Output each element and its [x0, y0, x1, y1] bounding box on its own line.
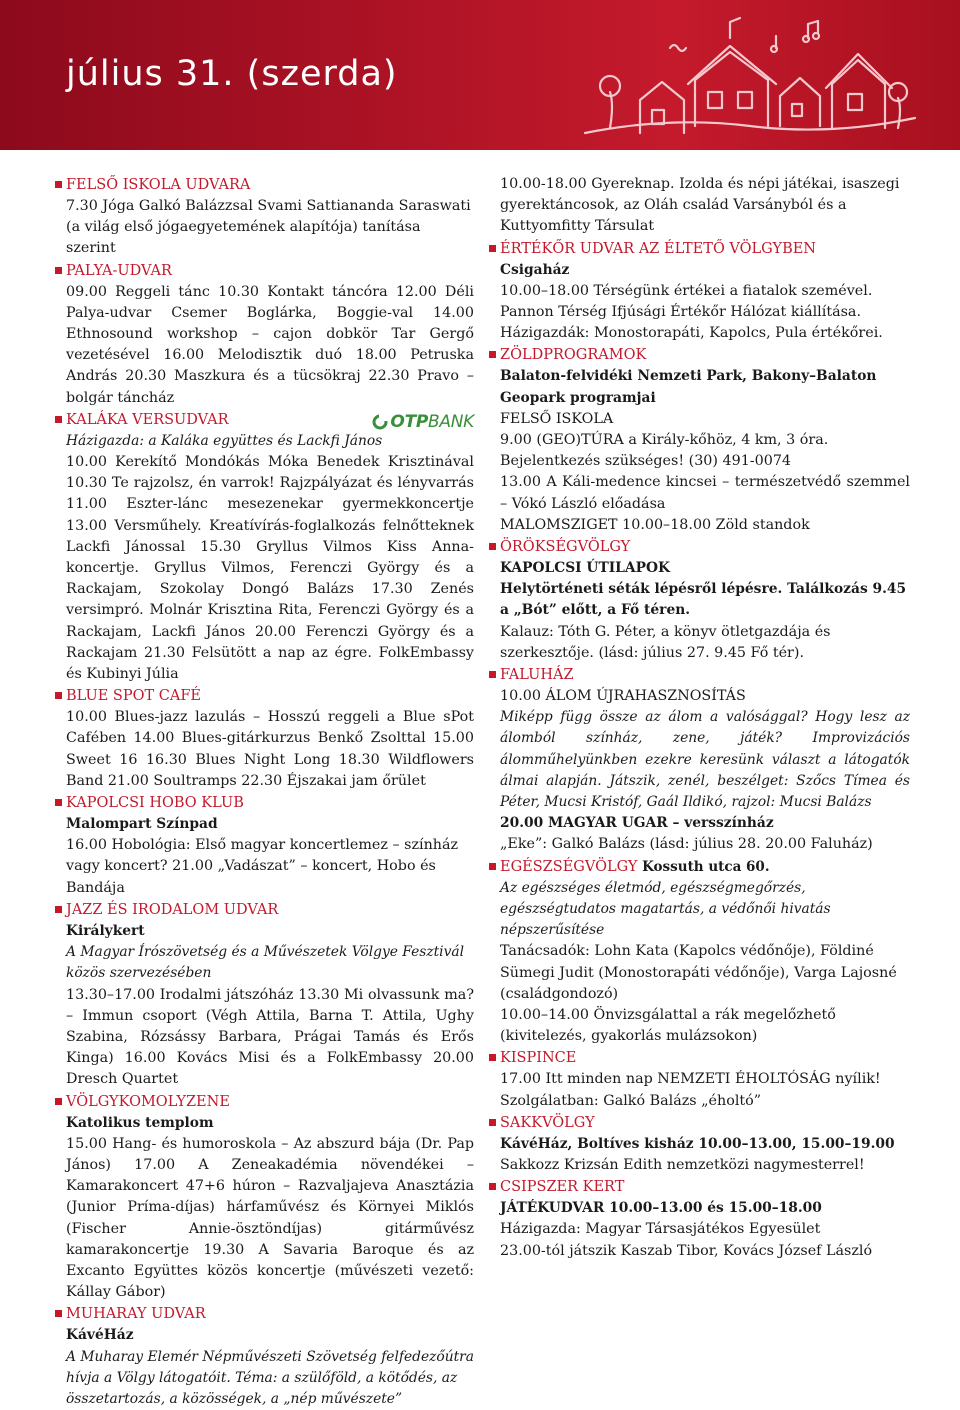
subheading: KAPOLCSI ÚTILAPOK: [500, 560, 670, 577]
program-text: FELSŐ ISKOLA: [500, 410, 614, 427]
subheading: Csigaház: [500, 261, 570, 278]
program-text: Házigazda: Magyar Társasjátékos Egyesület: [500, 1221, 821, 1238]
subheading: Katolikus templom: [66, 1114, 214, 1131]
subheading: 20.00 MAGYAR UGAR – versszínház: [500, 815, 774, 832]
venue-name: MUHARAY UDVAR: [66, 1306, 206, 1323]
venue-name: BLUE SPOT CAFÉ: [66, 688, 201, 705]
program-text: Sakkozz Krizsán Edith nemzetközi nagymesterrel!: [500, 1156, 865, 1173]
venue-name: KAPOLCSI HOBO KLUB: [66, 795, 244, 812]
program-text: 09.00 Reggeli tánc 10.30 Kontakt táncóra 12.00 Déli Palya-udvar Csemer Boglárka, Boggie-val 14.00 Ethnosound workshop – cajon dobkör Tar Gergő vezetésével 16.00 Melodisztik duó 18.00 Petruska András 20.30 Maszkura és a tücsökraj 22.30 Pravo – bolgár táncház: [66, 283, 474, 406]
village-illustration-icon: [580, 8, 920, 143]
venue-name: PALYA-UDVAR: [66, 262, 172, 279]
venue-name: JAZZ ÉS IRODALOM UDVAR: [66, 901, 279, 918]
venue-heading: [66, 1091, 474, 1113]
subheading: Malompart Színpad: [66, 816, 218, 833]
venue-name: ZÖLDPROGRAMOK: [500, 347, 647, 364]
program-text: „Eke”: Galkó Balázs (lásd: július 28. 20.00 Faluház): [500, 836, 873, 853]
program-text: 10.00 Kerekítő Mondókás Móka Benedek Krisztinával 10.30 Te rajzolsz, én varrok! Rajzpályázat és lényvarrás 11.00 Eszter-lánc mesezenekar gyermekkoncertje 13.00 Versműhely. Kreatívírás-foglalkozás felnőtteknek Lackfi Jánossal 15.30 Gryllus Vilmos Kiss Anna-koncertje. Gryllus Vilmos, Ferenczi György és a Rackajam, Szokolay Dongó Balázs 17.30 Zenés versimpró. Molnár Krisztina Rita, Ferenczi György és a Rackajam, Lackfi János 20.00 Ferenczi György és a Rackajam 21.30 Felsütött a nap az égre. FolkEmbassy és Kubinyi Júlia: [66, 454, 474, 683]
italic-note: A Muharay Elemér Népművészeti Szövetség felfedezőútra hívja a Völgy látogatóit. Téma: a szülőföld, a kötődés, az összetartozás, a közösségek, a „nép művészete”: [66, 1348, 474, 1407]
venue-heading: [66, 174, 474, 196]
venue-heading: [66, 685, 474, 707]
italic-note: Az egészséges életmód, egészségmegőrzés, egészségtudatos magatartás, a védőnői hivatás népszerűsítése: [500, 879, 831, 939]
venue-name: FALUHÁZ: [500, 667, 574, 684]
venue-name: FELSŐ ISKOLA UDVARA: [66, 177, 251, 193]
italic-note: Házigazda: a Kaláka együttes és Lackfi János: [66, 432, 383, 449]
venue-name: KALÁKA VERSUDVAR: [66, 411, 229, 428]
otpbank-logo: [372, 411, 474, 433]
program-text: 17.00 Itt minden nap NEMZETI ÉHOLTÓSÁG nyílik! Szolgálatban: Galkó Balázs „éholtó”: [500, 1071, 881, 1109]
venue-heading: [500, 856, 910, 878]
venue-heading: [500, 1047, 910, 1069]
subheading: KávéHáz, Boltíves kisház 10.00–13.00, 15.00–19.00: [500, 1135, 895, 1152]
page-header: [0, 0, 960, 150]
program-text: 16.00 Hobológia: Első magyar koncertlemez – színház vagy koncert? 21.00 „Vadászat” – koncert, Hobo és Bandája: [66, 837, 459, 896]
venue-heading: [66, 260, 474, 282]
venue-name: CSIPSZER KERT: [500, 1179, 625, 1196]
italic-note: A Magyar Írószövetség és a Művészetek Völgye Fesztivál közös szervezésében: [66, 944, 465, 982]
otpbank-logo-light: BANK: [428, 411, 474, 432]
subheading: Királykert: [66, 922, 145, 939]
subheading: Helytörténeti séták lépésről lépésre. Találkozás 9.45 a „Bót” előtt, a Fő téren.: [500, 581, 907, 619]
program-text: 10.00-18.00 Gyereknap. Izolda és népi játékai, isaszegi gyerektáncosok, az Oláh család Varsányból és a Kuttyomfitty Társulat: [500, 176, 900, 235]
venue-address: Kossuth utca 60.: [642, 858, 770, 875]
program-text: Kalauz: Tóth G. Péter, a könyv ötletgazdája és szerkesztője. (lásd: július 27. 9.45 Fő tér).: [500, 623, 831, 661]
venue-heading: [66, 792, 474, 814]
venue-heading: [500, 344, 910, 366]
program-text: 13.30–17.00 Irodalmi játszóház 13.30 Mi olvassunk ma? – Immun csoport (Végh Attila, Barna T. Attila, Ughy Szabina, Rózsássy Barbara, Prágai Tamás és Erős Kinga) 16.00 Kovács Misi és a FolkEmbassy 20.00 Dresch Quartet: [66, 986, 474, 1088]
otp-logo-icon: [372, 414, 388, 430]
program-text: 10.00–18.00 Térségünk értékei a fiatalok szemével. Pannon Térség Ifjúsági Értékőr Hálózat kiállítása. Házigazdák: Monostorapáti, Kapolcs, Pula értékőrei.: [500, 282, 883, 342]
italic-note: Miképp függ össze az álom a valósággal? Hogy lesz az álomból színház, zene, játék? Improvizációs álomműhelyünkben ezekre keresünk választ a látogatók álmai alapján. Játszik, zenél, beszélget: Szőcs Tímea és Péter, Mucsi Kristóf, Gaál Ildikó, rajzol: Mucsi Balázs: [500, 709, 910, 811]
venue-heading: [500, 1176, 910, 1198]
program-text: 10.00 Blues-jazz lazulás – Hosszú reggeli a Blue sPot Cafében 14.00 Blues-gitárkurzus Benkő Zsolttal 15.00 Sweet 16 16.30 Blues Night Long 18.30 Wildflowers Band 21.00 Soultramps 22.30 Éjszakai jam őrület: [66, 709, 474, 789]
program-text: 7.30 Jóga Galkó Balázzsal Svami Sattiananda Saraswati (a világ első jógaegyetemének alapítója) tanítása szerint: [66, 198, 471, 257]
left-column: [66, 174, 474, 1410]
subheading: KávéHáz: [66, 1327, 134, 1344]
venue-heading: [500, 664, 910, 686]
program-text: 10.00–14.00 Önvizsgálattal a rák megelőzhető (kivitelezés, gyakorlás mulázsokon): [500, 1006, 836, 1045]
subheading: Balaton-felvidéki Nemzeti Park, Bakony–Balaton Geopark programjai: [500, 368, 877, 406]
venue-name: KISPINCE: [500, 1050, 577, 1067]
program-text: 9.00 (GEO)TÚRA a Király-kőhöz, 4 km, 3 óra. Bejelentkezés szükséges! (30) 491-0074: [500, 432, 829, 470]
venue-name: VÖLGYKOMOLYZENE: [66, 1093, 230, 1110]
venue-name: SAKKVÖLGY: [500, 1114, 595, 1131]
venue-name: EGÉSZSÉGVÖLGY: [500, 858, 638, 875]
program-text: Tanácsadók: Lohn Kata (Kapolcs védőnője), Földiné Sümegi Judit (Monostorapáti védőnője), Varga Lajosné (családgondozó): [500, 943, 897, 1002]
venue-heading: [66, 409, 474, 431]
venue-name: ÉRTÉKŐR UDVAR AZ ÉLTETŐ VÖLGYBEN: [500, 240, 816, 257]
otpbank-logo-bold: OTP: [390, 411, 429, 432]
program-text: 10.00 ÁLOM ÚJRAHASZNOSÍTÁS: [500, 688, 746, 705]
venue-heading: [500, 1112, 910, 1134]
venue-name: ÖRÖKSÉGVÖLGY: [500, 539, 631, 556]
venue-heading: [66, 1303, 474, 1325]
subheading: JÁTÉKUDVAR 10.00–13.00 és 15.00–18.00: [500, 1200, 822, 1217]
program-text: 13.00 A Káli-medence kincsei – természetvédő szemmel – Vókó László előadása: [500, 474, 910, 512]
right-column: [500, 174, 910, 1262]
venue-heading: [500, 536, 910, 558]
program-text: 23.00-tól játszik Kaszab Tibor, Kovács József László: [500, 1242, 873, 1259]
program-text: 15.00 Hang- és humoroskola – Az abszurd bája (Dr. Pap János) 17.00 A Zeneakadémia növendékei – Kamarakoncert 47+6 húron – Razvaljajeva Anasztázia (Junior Príma-díjas) hárfaművész és Környei Miklós (Fischer Annie-ösztöndíjas) gitárművész kamarakoncertje 19.30 A Savaria Baroque és az Excanto Együttes közös koncertje (művészeti vezető: Kállay Gábor): [66, 1135, 474, 1301]
venue-heading: [66, 899, 474, 921]
page-title: július 31. (szerda): [66, 54, 398, 94]
program-text: MALOMSZIGET 10.00–18.00 Zöld standok: [500, 516, 810, 533]
venue-heading: [500, 238, 910, 260]
